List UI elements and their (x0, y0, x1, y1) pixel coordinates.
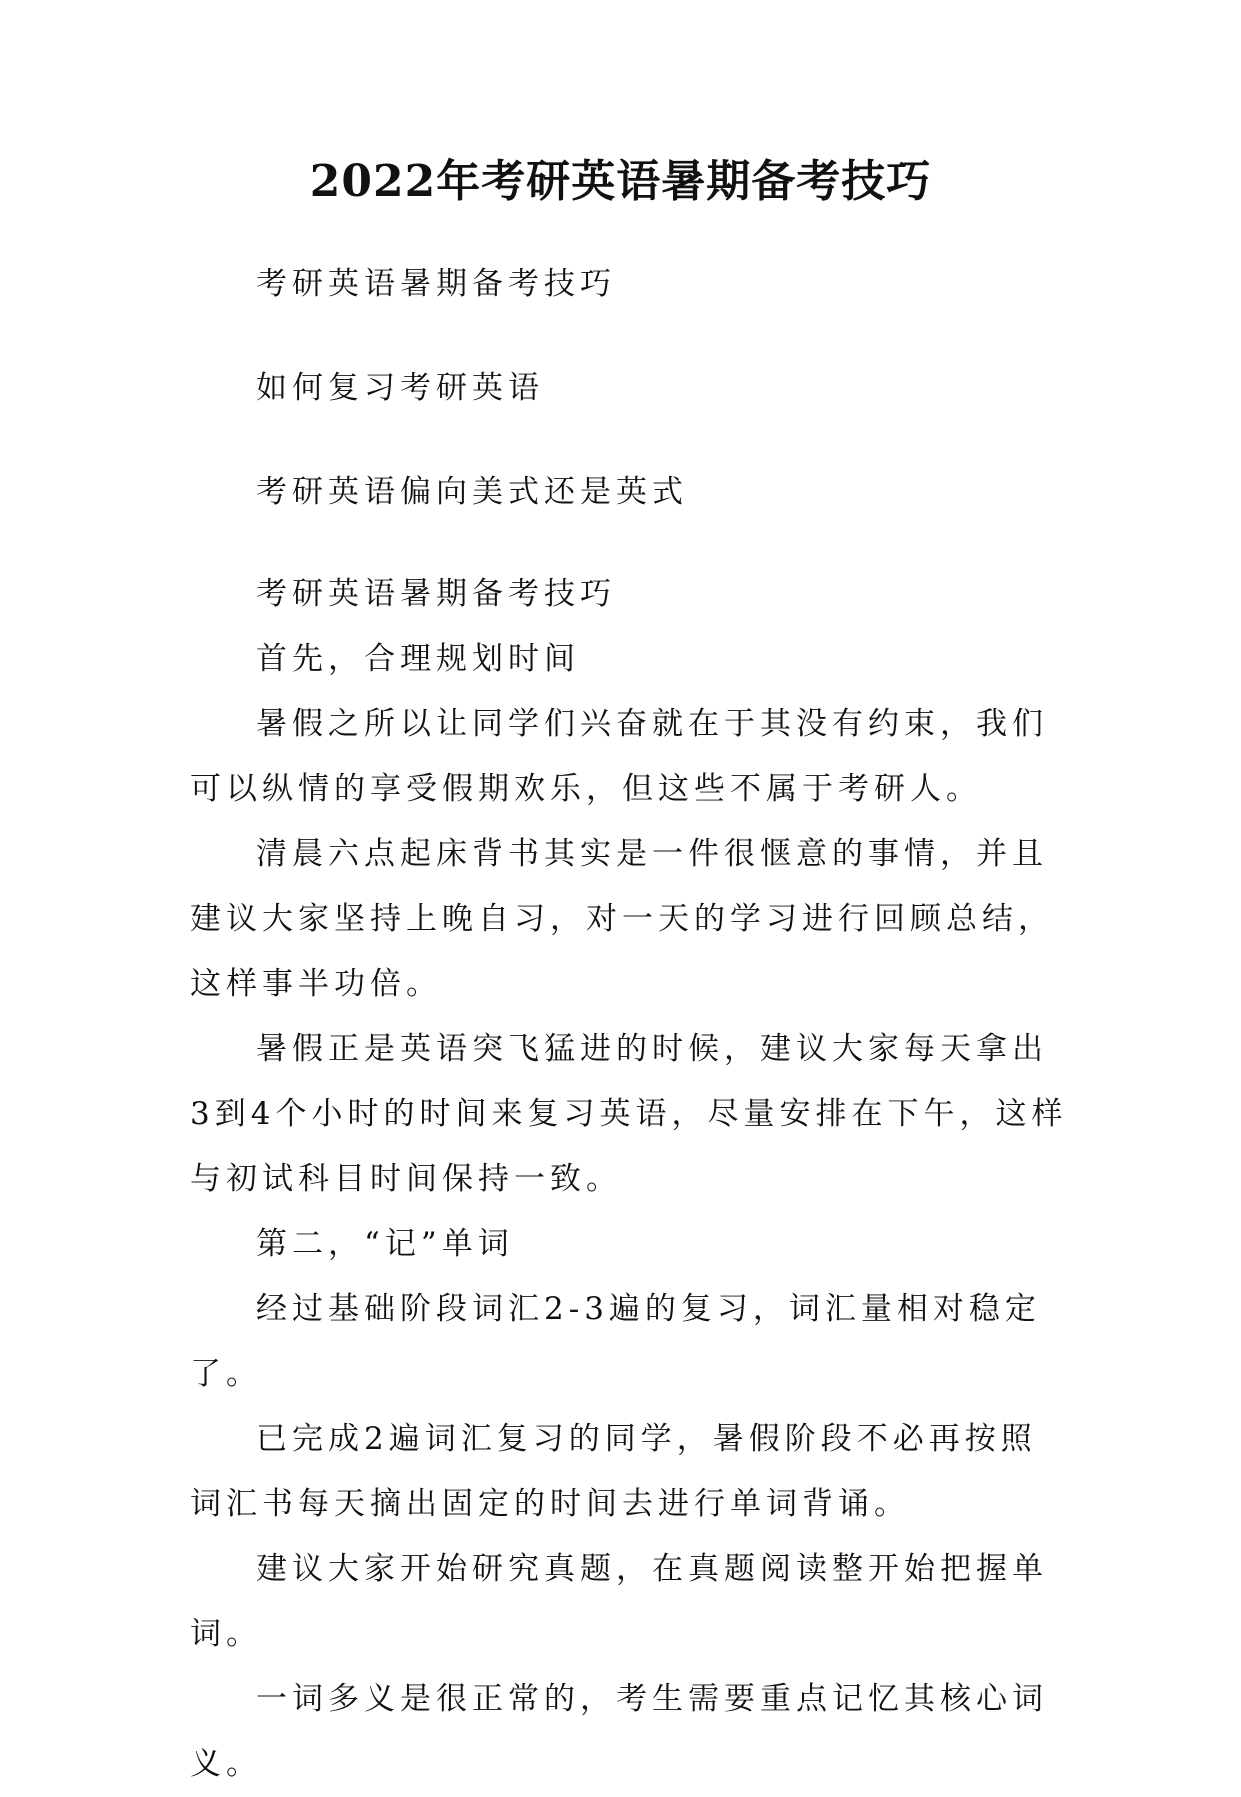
toc-item: 考研英语偏向美式还是英式 (256, 474, 688, 510)
paragraph: 经过基础阶段词汇2-3遍的复习，词汇量相对稳定了。 (190, 1291, 1041, 1392)
article-body (190, 562, 1070, 1797)
section-heading: 首先，合理规划时间 (256, 641, 580, 677)
paragraph: 暑假之所以让同学们兴奋就在于其没有约束，我们可以纵情的享受假期欢乐，但这些不属于考研人。 (190, 706, 1048, 807)
paragraph: 清晨六点起床背书其实是一件很惬意的事情，并且建议大家坚持上晚自习，对一天的学习进行回顾总结，这样事半功倍。 (190, 836, 1054, 1002)
paragraph: 暑假正是英语突飞猛进的时候，建议大家每天拿出3到4个小时的时间来复习英语，尽量安排在下午，这样与初试科目时间保持一致。 (190, 1031, 1068, 1197)
document-title: 2022年考研英语暑期备考技巧 (309, 156, 932, 207)
section-heading: 第二，“记”单词 (256, 1226, 514, 1262)
paragraph: 一词多义是很正常的，考生需要重点记忆其核心词义。 (190, 1681, 1048, 1782)
toc-item: 如何复习考研英语 (256, 370, 544, 406)
toc-block (190, 252, 1070, 525)
toc-item: 考研英语暑期备考技巧 (256, 266, 616, 302)
paragraph: 已完成2遍词汇复习的同学，暑假阶段不必再按照词汇书每天摘出固定的时间去进行单词背诵。 (190, 1421, 1037, 1522)
section-heading: 考研英语暑期备考技巧 (256, 576, 616, 612)
paragraph: 建议大家开始研究真题，在真题阅读整开始把握单词。 (190, 1551, 1048, 1652)
